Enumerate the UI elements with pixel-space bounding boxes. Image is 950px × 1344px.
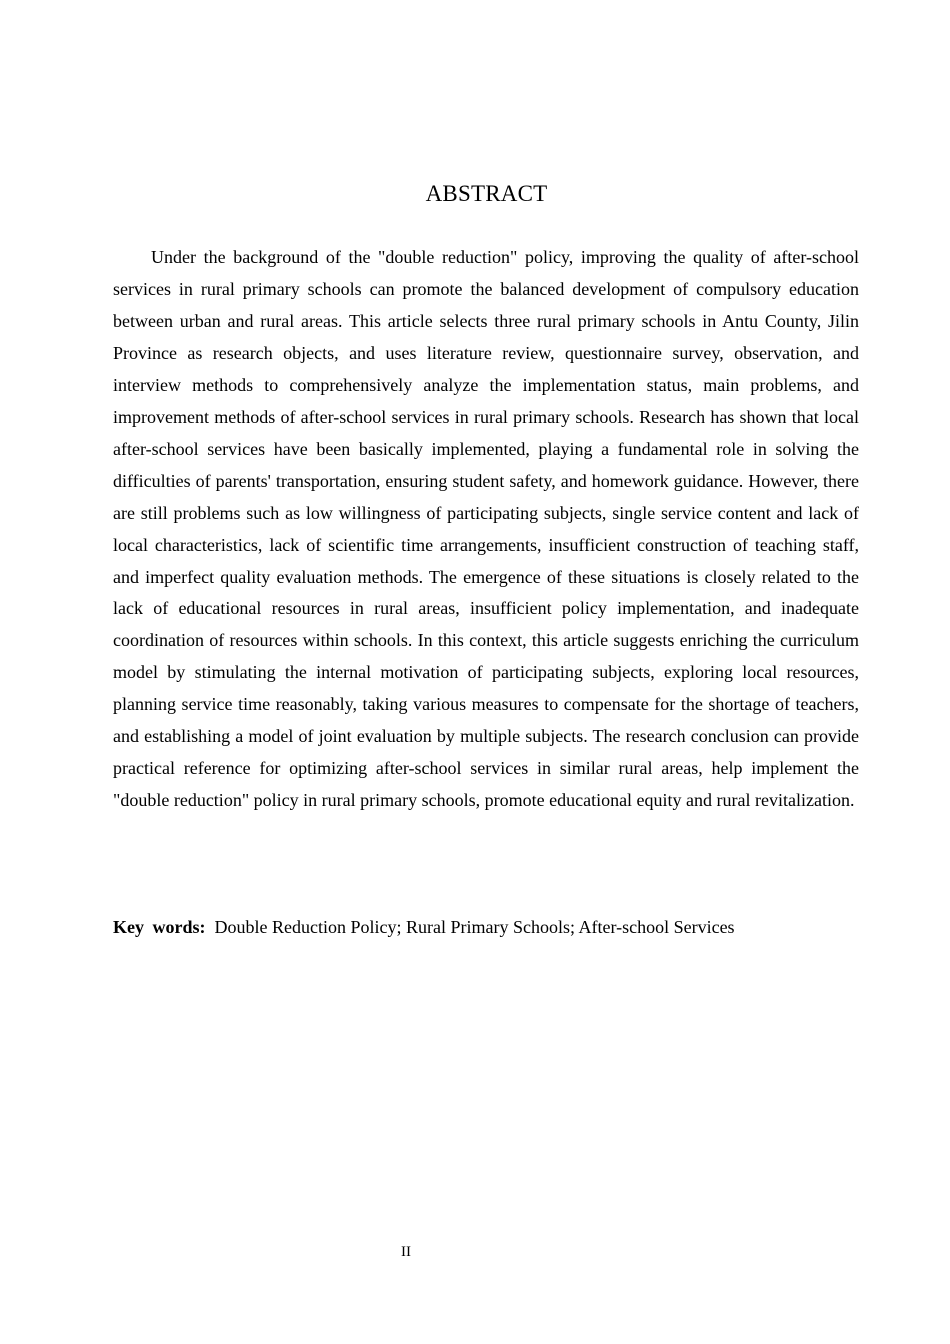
keywords-line	[113, 912, 859, 943]
abstract-body-paragraph: Under the background of the "double reduction" policy, improving the quality of after-school services in rural primary schools can promote the balanced development of compulsory education between urban and rural areas. This article selects three rural primary schools in Antu County, Jilin Province as research objects, and uses literature review, questionnaire survey, observation, and interview methods to comprehensively analyze the implementation status, main problems, and improvement methods of after-school services in rural primary schools. Research has shown that local after-school services have been basically implemented, playing a fundamental role in solving the difficulties of parents' transportation, ensuring student safety, and homework guidance. However, there are still problems such as low willingness of participating subjects, single service content and lack of local characteristics, lack of scientific time arrangements, insufficient construction of teaching staff, and imperfect quality evaluation methods. The emergence of these situations is closely related to the lack of educational resources in rural areas, insufficient policy implementation, and inadequate coordination of resources within schools. In this context, this article suggests enriching the curriculum model by stimulating the internal motivation of participating subjects, exploring local resources, planning service time reasonably, taking various measures to compensate for the shortage of teachers, and establishing a model of joint evaluation by multiple subjects. The research conclusion can provide practical reference for optimizing after-school services in similar rural areas, help implement the "double reduction" policy in rural primary schools, promote educational equity and rural revitalization.	[113, 247, 859, 811]
page-number: II	[401, 1244, 411, 1260]
abstract-title: ABSTRACT	[425, 181, 548, 206]
keywords-label: Key words:	[113, 917, 206, 937]
keywords-text: Double Reduction Policy; Rural Primary Schools; After-school Services	[214, 917, 735, 937]
